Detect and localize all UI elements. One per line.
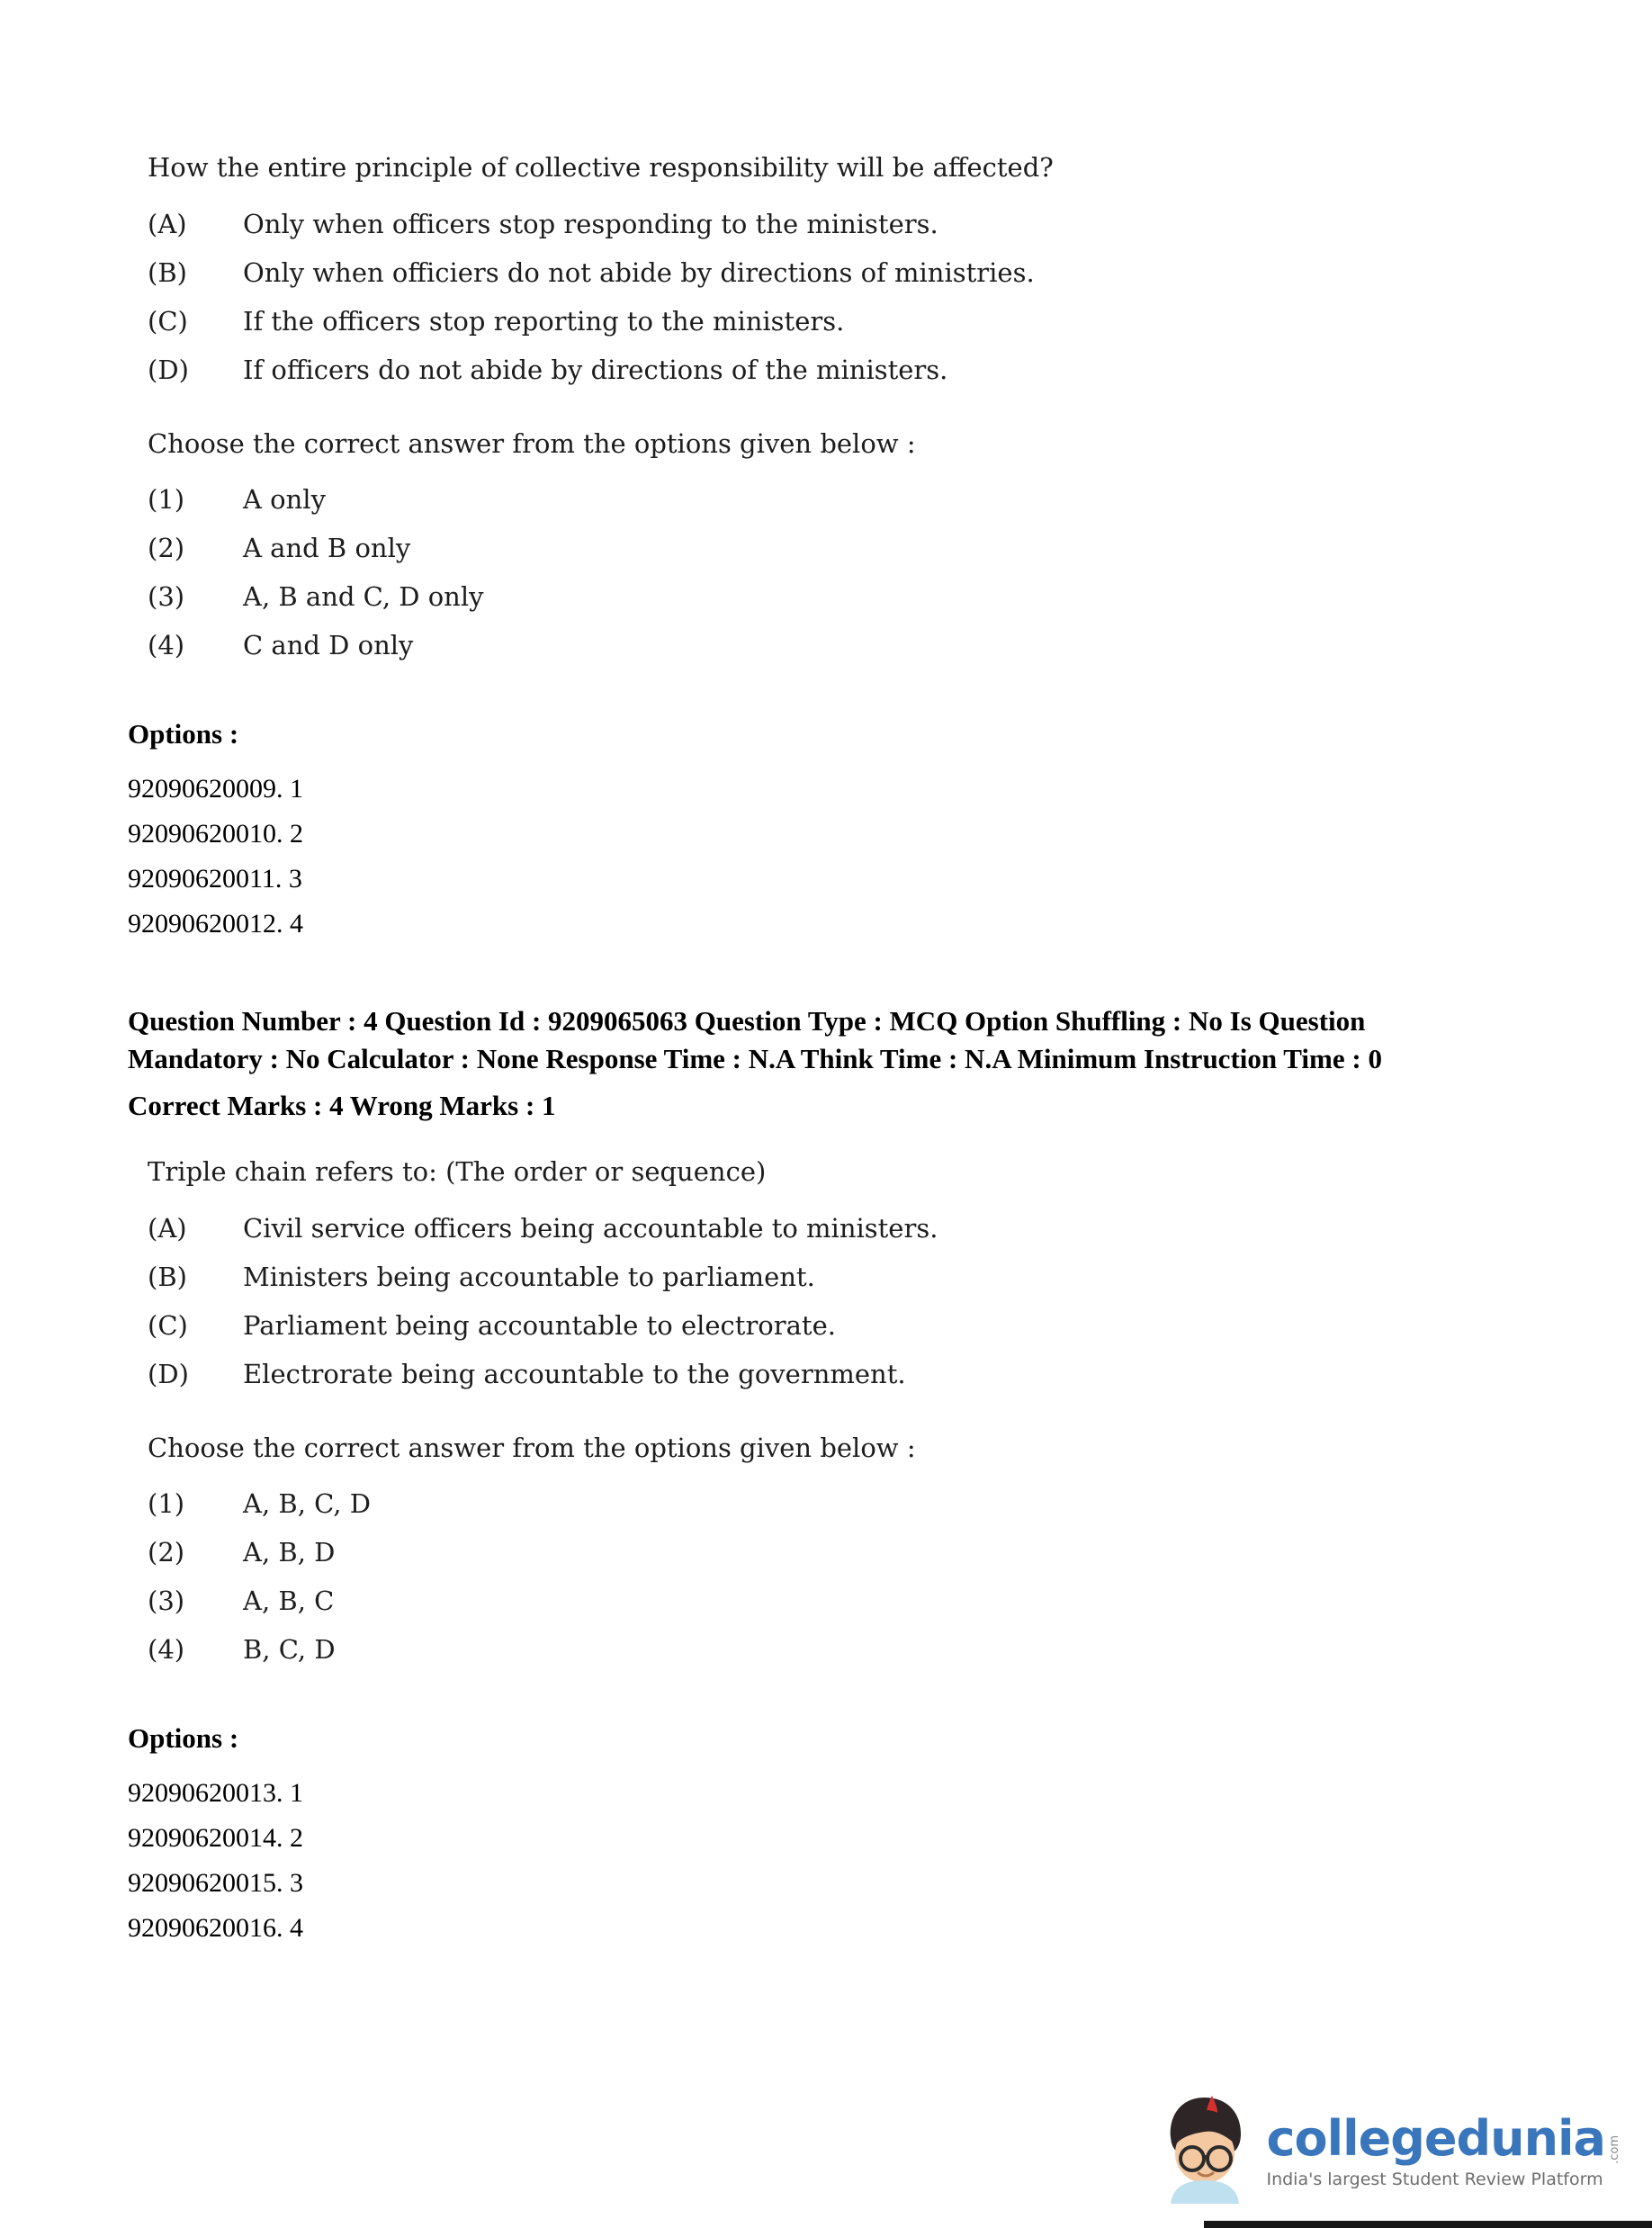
option-id: 92090620015. 3 <box>128 1868 303 1898</box>
answer-label: (2) <box>148 533 185 563</box>
statement-text: If the officers stop reporting to the ministers. <box>243 306 845 337</box>
answer-text: A, B, D <box>243 1537 336 1568</box>
statement-row <box>148 209 1526 239</box>
statement-row <box>148 1310 1526 1341</box>
answer-row <box>148 1634 1526 1665</box>
answer-row <box>148 581 1526 612</box>
statement-label: (D) <box>148 1359 189 1389</box>
question-text: Triple chain refers to: (The order or sequence) <box>148 1156 767 1187</box>
brand-name: collegedunia <box>1266 2109 1605 2167</box>
answer-text: C and D only <box>243 630 414 660</box>
question-text: How the entire principle of collective responsibility will be affected? <box>148 152 1054 183</box>
statement-label: (A) <box>148 1213 187 1244</box>
footer-bar <box>1204 2221 1652 2228</box>
answer-choice-list <box>148 484 1526 660</box>
statement-row <box>148 306 1526 337</box>
statement-row <box>148 257 1526 288</box>
statement-list <box>148 1213 1526 1389</box>
statement-label: (D) <box>148 355 189 385</box>
statement-label: (B) <box>148 1262 187 1292</box>
brand-tagline: India's largest Student Review Platform <box>1266 2169 1603 2189</box>
statement-text: Civil service officers being accountable to ministers. <box>243 1213 938 1244</box>
answer-label: (4) <box>148 630 185 660</box>
option-id: 92090620013. 1 <box>128 1778 303 1808</box>
statement-row <box>148 1262 1526 1292</box>
statement-label: (C) <box>148 306 188 337</box>
answer-label: (2) <box>148 1537 185 1568</box>
statement-label: (C) <box>148 1310 188 1341</box>
answer-row <box>148 1537 1526 1568</box>
choose-prompt: Choose the correct answer from the options given below : <box>148 428 916 459</box>
option-id: 92090620010. 2 <box>128 819 303 849</box>
answer-choice-list <box>148 1488 1526 1665</box>
answer-row <box>148 1586 1526 1616</box>
question-3-block <box>128 151 1526 660</box>
choose-prompt: Choose the correct answer from the options given below : <box>148 1433 916 1463</box>
answer-row <box>148 630 1526 660</box>
answer-row <box>148 1488 1526 1519</box>
brand-logo <box>1158 2094 1621 2208</box>
options-heading: Options : <box>128 718 239 750</box>
statement-text: Only when officiers do not abide by directions of ministries. <box>243 257 1035 288</box>
answer-text: A, B, C, D <box>243 1488 371 1519</box>
statement-label: (B) <box>148 257 187 288</box>
statement-label: (A) <box>148 209 187 239</box>
statement-list <box>148 209 1526 385</box>
answer-text: A, B, C <box>243 1586 335 1616</box>
answer-label: (1) <box>148 484 185 515</box>
option-id: 92090620012. 4 <box>128 909 303 939</box>
answer-label: (1) <box>148 1488 185 1519</box>
statement-text: If officers do not abide by directions of the ministers. <box>243 355 948 385</box>
answer-text: A and B only <box>243 533 411 563</box>
answer-row <box>148 533 1526 563</box>
option-id: 92090620014. 2 <box>128 1823 303 1853</box>
answer-label: (4) <box>148 1634 185 1665</box>
statement-text: Electrorate being accountable to the government. <box>243 1359 906 1389</box>
statement-text: Parliament being accountable to electrorate. <box>243 1310 836 1341</box>
statement-text: Ministers being accountable to parliament. <box>243 1262 815 1292</box>
marks-line: Correct Marks : 4 Wrong Marks : 1 <box>128 1090 556 1121</box>
answer-text: A, B and C, D only <box>243 581 484 612</box>
mascot-icon <box>1158 2094 1252 2208</box>
question-4-block <box>128 1155 1526 1665</box>
answer-label: (3) <box>148 1586 185 1616</box>
question-4-meta-block <box>128 1002 1468 1125</box>
statement-row <box>148 355 1526 385</box>
answer-row <box>148 484 1526 515</box>
brand-suffix: .com <box>1608 2134 1621 2164</box>
statement-row <box>148 1213 1526 1244</box>
statement-row <box>148 1359 1526 1389</box>
question-meta: Question Number : 4 Question Id : 9209065063 Question Type : MCQ Option Shuffling : No Is Question Mandatory : No Calculator : None Response Time : N.A Think Time : N.A Minimum Instruction Time : 0 <box>128 1005 1382 1074</box>
answer-text: B, C, D <box>243 1634 336 1665</box>
statement-text: Only when officers stop responding to the ministers. <box>243 209 938 239</box>
answer-label: (3) <box>148 581 185 612</box>
brand-text <box>1266 2109 1621 2189</box>
option-id: 92090620009. 1 <box>128 774 303 804</box>
options-heading: Options : <box>128 1722 239 1754</box>
answer-text: A only <box>243 484 326 515</box>
option-id: 92090620011. 3 <box>128 864 302 894</box>
option-id: 92090620016. 4 <box>128 1913 303 1943</box>
